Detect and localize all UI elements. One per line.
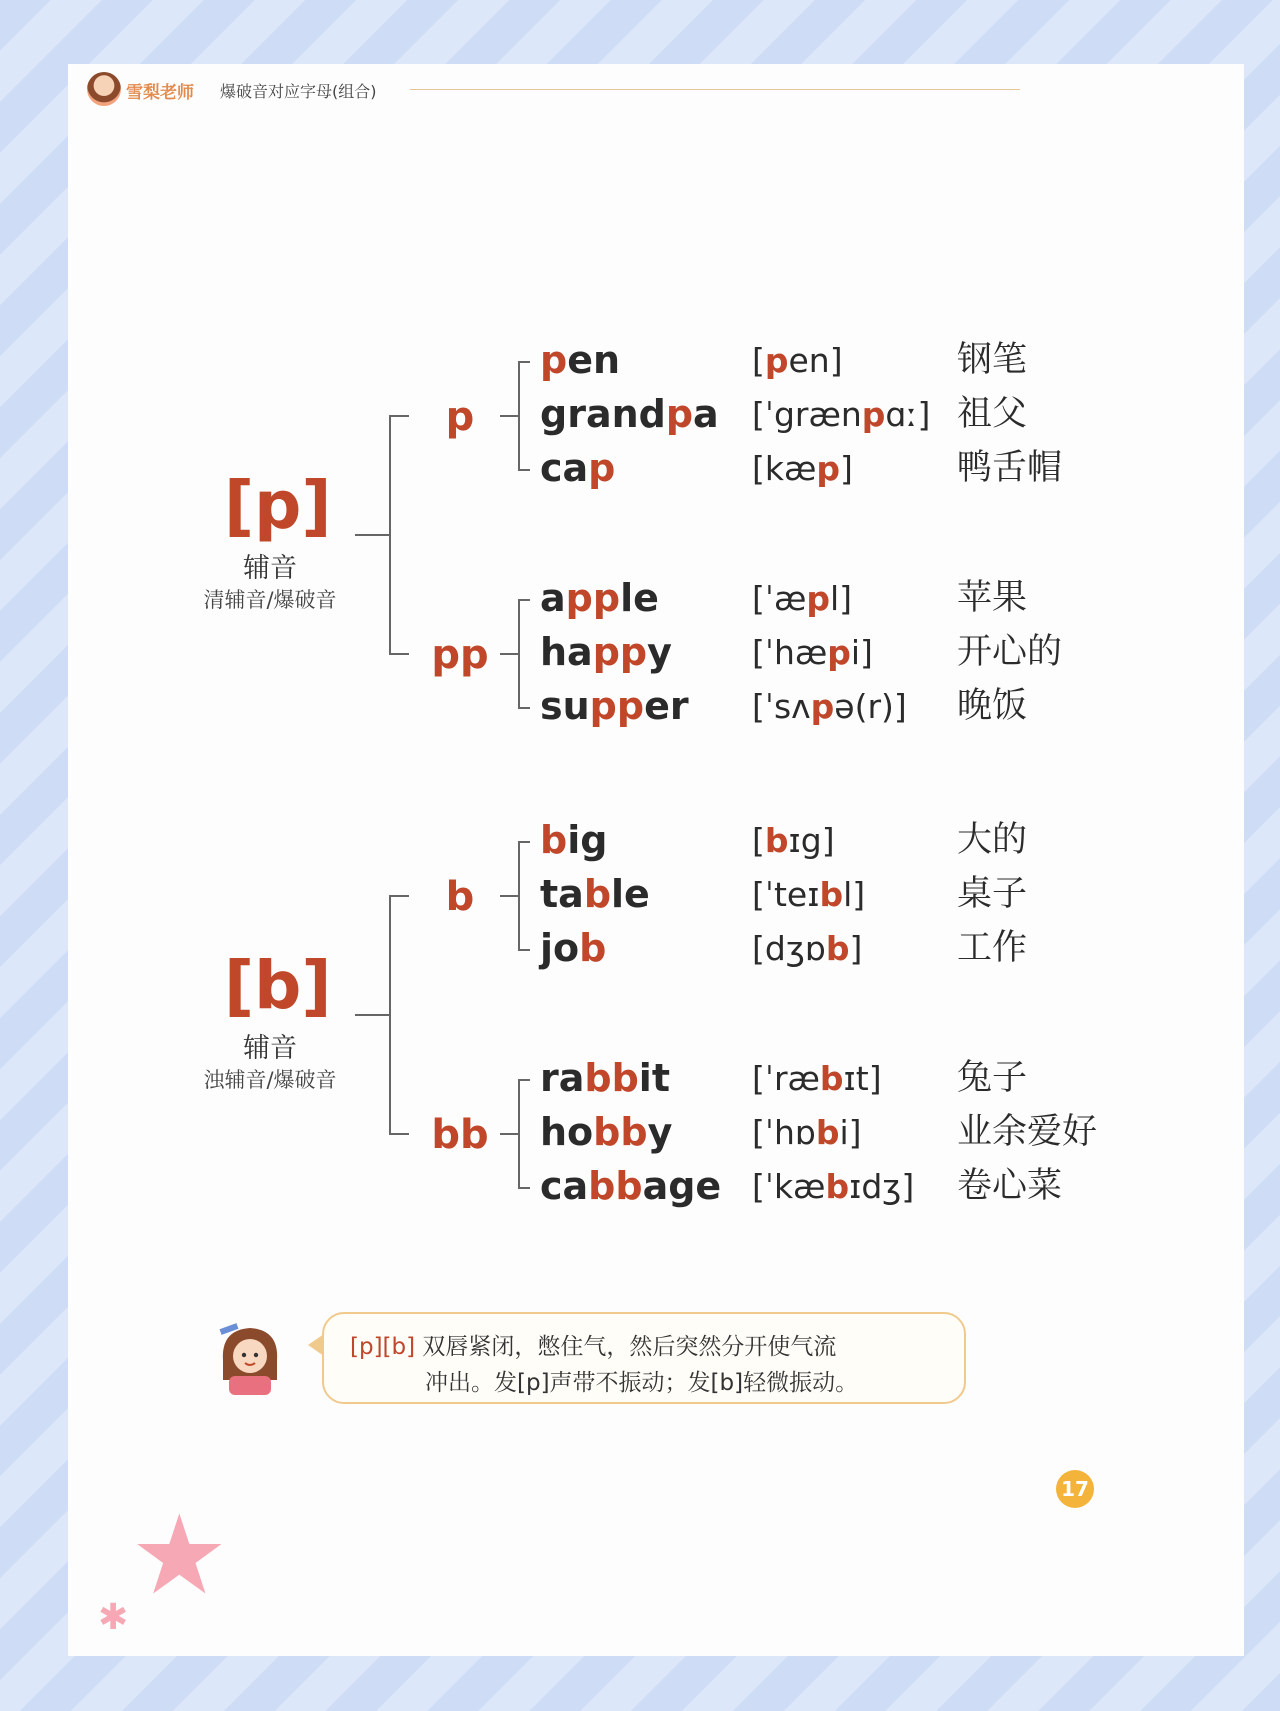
- star-decoration-icon: ★: [130, 1491, 229, 1619]
- highlighted-letters: p: [665, 392, 694, 436]
- tip-line-2: 冲出。发[p]声带不振动；发[b]轻微振动。: [425, 1370, 859, 1396]
- example-word: [540, 684, 689, 728]
- phonetic-transcription: [752, 929, 863, 968]
- tree-connector: [518, 361, 520, 469]
- tree-connector: [518, 841, 520, 949]
- phonetic-transcription: [752, 449, 853, 488]
- letter-group-label: b: [445, 874, 475, 920]
- word-part: le: [620, 576, 659, 620]
- word-part: age: [642, 1164, 722, 1208]
- ipa-part: ɪdʒ]: [849, 1167, 915, 1206]
- highlighted-letters: b: [579, 926, 607, 970]
- small-star-decoration-icon: ✱: [98, 1597, 129, 1638]
- ipa-part: [ˈhɒ: [752, 1113, 816, 1152]
- tree-connector: [518, 599, 530, 601]
- word-part: ca: [540, 446, 589, 490]
- word-part: ha: [540, 630, 593, 674]
- example-word: [540, 576, 659, 620]
- word-part: su: [540, 684, 590, 728]
- word-part: y: [647, 1110, 673, 1154]
- phoneme-label: [p]: [224, 467, 332, 544]
- tree-connector: [518, 1079, 530, 1081]
- ipa-part: [ˈkæ: [752, 1167, 826, 1206]
- chinese-meaning: 桌子: [957, 874, 1028, 914]
- phonetic-transcription: [752, 821, 835, 860]
- ipa-part: [: [752, 341, 765, 380]
- tree-connector: [500, 653, 518, 655]
- chinese-meaning: 祖父: [957, 394, 1028, 434]
- word-part: en: [567, 338, 621, 382]
- letter-group-label: pp: [431, 632, 489, 678]
- teacher-cartoon-icon: [215, 1320, 285, 1395]
- phonetic-transcription: [752, 395, 931, 434]
- ipa-part: en]: [788, 341, 843, 380]
- highlighted-phoneme: b: [825, 1167, 850, 1206]
- ipa-part: i]: [850, 633, 873, 672]
- ipa-part: ɪg]: [788, 821, 835, 860]
- tree-connector: [518, 361, 530, 363]
- highlighted-letters: bb: [593, 1110, 648, 1154]
- ipa-part: [: [752, 821, 765, 860]
- highlighted-letters: b: [583, 872, 612, 916]
- phonetic-transcription: [752, 687, 907, 726]
- chinese-meaning: 鸭舌帽: [957, 448, 1063, 488]
- highlighted-phoneme: p: [764, 341, 789, 380]
- highlighted-phoneme: b: [819, 875, 844, 914]
- chinese-meaning: 兔子: [957, 1058, 1028, 1098]
- letter-group-label: bb: [431, 1112, 489, 1158]
- phoneme-category: 辅音: [243, 553, 297, 584]
- tip-line-1: [350, 1328, 836, 1361]
- tree-connector: [389, 415, 391, 653]
- word-part: ca: [540, 1164, 589, 1208]
- chinese-meaning: 晚饭: [957, 686, 1028, 726]
- ipa-part: l]: [843, 875, 866, 914]
- tree-connector: [518, 469, 530, 471]
- ipa-part: ɪt]: [843, 1059, 882, 1098]
- tree-connector: [518, 841, 530, 843]
- chinese-meaning: 钢笔: [957, 340, 1028, 380]
- ipa-part: [kæ: [752, 449, 817, 488]
- example-word: [540, 1164, 722, 1208]
- word-part: er: [644, 684, 689, 728]
- highlighted-letters: bb: [588, 1164, 643, 1208]
- word-part: grand: [540, 392, 666, 436]
- example-word: [540, 392, 719, 436]
- ipa-part: ə(r)]: [834, 687, 907, 726]
- tree-connector: [355, 534, 389, 536]
- ipa-part: [ˈæ: [752, 579, 807, 618]
- phoneme-category: 辅音: [243, 1033, 297, 1064]
- tree-connector: [518, 1079, 520, 1187]
- example-word: [540, 926, 607, 970]
- highlighted-phoneme: b: [819, 1059, 844, 1098]
- word-part: ta: [540, 872, 584, 916]
- page-sheet: [68, 64, 1244, 1656]
- tree-connector: [518, 949, 530, 951]
- example-word: [540, 1110, 673, 1154]
- highlighted-phoneme: p: [816, 449, 841, 488]
- letter-group-label: p: [445, 394, 475, 440]
- page-title: 爆破音对应字母(组合): [220, 82, 377, 101]
- tree-connector: [500, 1133, 518, 1135]
- example-word: [540, 1056, 670, 1100]
- phonetic-transcription: [752, 875, 866, 914]
- tree-connector: [389, 415, 409, 417]
- chinese-meaning: 业余爱好: [957, 1112, 1098, 1152]
- ipa-part: i]: [839, 1113, 862, 1152]
- chinese-meaning: 卷心菜: [957, 1166, 1063, 1206]
- highlighted-phoneme: p: [810, 687, 835, 726]
- phonetic-transcription: [752, 1113, 862, 1152]
- highlighted-letters: p: [588, 446, 616, 490]
- highlighted-phoneme: b: [764, 821, 789, 860]
- ipa-part: ]: [840, 449, 853, 488]
- ipa-part: ]: [849, 929, 863, 968]
- ipa-part: [dʒɒ: [752, 929, 826, 968]
- tree-connector: [500, 895, 518, 897]
- word-part: a: [540, 576, 566, 620]
- word-part: ra: [540, 1056, 585, 1100]
- example-word: [540, 872, 650, 916]
- ipa-part: [ˈsʌ: [752, 687, 811, 726]
- highlighted-letters: pp: [592, 630, 648, 674]
- word-part: y: [647, 630, 672, 674]
- page-number-badge: 17: [1056, 1470, 1094, 1508]
- ipa-part: [ˈræ: [752, 1059, 820, 1098]
- ipa-part: [ˈgræn: [752, 395, 862, 434]
- highlighted-phoneme: p: [861, 395, 886, 434]
- phonetic-transcription: [752, 341, 843, 380]
- tip-label: [p][b]: [350, 1334, 416, 1360]
- tree-connector: [389, 895, 391, 1133]
- phoneme-label: [b]: [224, 947, 332, 1024]
- tree-connector: [500, 415, 518, 417]
- word-part: ho: [540, 1110, 594, 1154]
- example-word: [540, 338, 621, 382]
- tree-connector: [389, 653, 409, 655]
- tree-connector: [389, 1133, 409, 1135]
- phonetic-transcription: [752, 633, 873, 672]
- highlighted-letters: b: [540, 818, 568, 862]
- word-part: ig: [567, 818, 608, 862]
- chinese-meaning: 苹果: [957, 578, 1028, 618]
- tree-connector: [518, 1187, 530, 1189]
- ipa-part: l]: [829, 579, 853, 618]
- tree-connector: [355, 1014, 389, 1016]
- phonetic-transcription: [752, 1167, 915, 1206]
- brand-name: 雪梨老师: [126, 83, 194, 103]
- phonetic-transcription: [752, 1059, 882, 1098]
- highlighted-phoneme: p: [827, 633, 851, 672]
- tree-connector: [518, 599, 520, 707]
- tree-connector: [518, 707, 530, 709]
- highlighted-letters: pp: [589, 684, 645, 728]
- highlighted-phoneme: p: [806, 579, 830, 618]
- example-word: [540, 630, 672, 674]
- phoneme-subcategory: 浊辅音/爆破音: [203, 1068, 337, 1092]
- chinese-meaning: 工作: [957, 928, 1028, 968]
- word-part: it: [638, 1056, 670, 1100]
- chinese-meaning: 开心的: [957, 632, 1063, 672]
- highlighted-letters: p: [540, 338, 568, 382]
- word-part: le: [611, 872, 650, 916]
- chinese-meaning: 大的: [957, 820, 1028, 860]
- tip-text-1: 双唇紧闭，憋住气，然后突然分开使气流: [415, 1334, 837, 1360]
- phoneme-subcategory: 清辅音/爆破音: [203, 588, 337, 612]
- highlighted-phoneme: b: [815, 1113, 840, 1152]
- phonetic-transcription: [752, 579, 853, 618]
- highlighted-letters: pp: [565, 576, 621, 620]
- tree-connector: [389, 895, 409, 897]
- ipa-part: [ˈhæ: [752, 633, 828, 672]
- teacher-avatar-icon: [87, 72, 121, 106]
- highlighted-letters: bb: [584, 1056, 639, 1100]
- example-word: [540, 446, 616, 490]
- word-part: jo: [540, 926, 580, 970]
- highlighted-phoneme: b: [825, 929, 850, 968]
- header-divider: [410, 89, 1020, 90]
- ipa-part: [ˈteɪ: [752, 875, 820, 914]
- example-word: [540, 818, 608, 862]
- word-part: a: [693, 392, 719, 436]
- ipa-part: ɑː]: [885, 395, 931, 434]
